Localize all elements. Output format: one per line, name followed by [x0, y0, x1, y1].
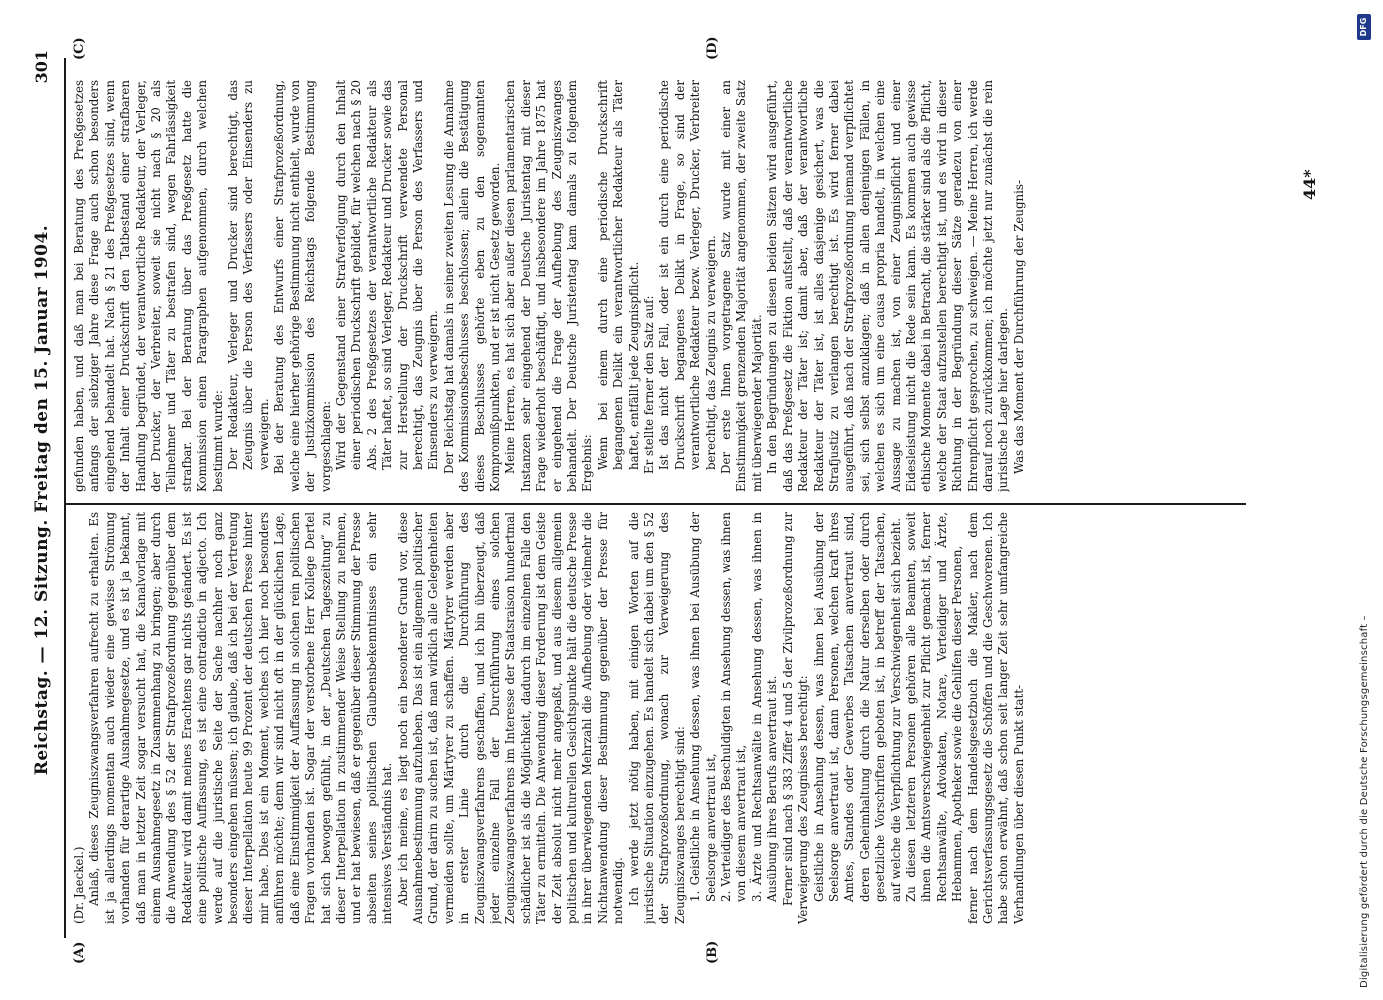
margin-marker-a: (A) [72, 941, 87, 964]
right-column-paragraph: Ist das nicht der Fall, oder ist ein durch eine periodische Druckschrift begangenes Delikt in Frage, so sind der verantwortliche Redakteur bezw. Verleger, Drucker, Verbreiter berechtigt, das Zeugnis zu verweigern. [657, 80, 718, 470]
left-column-paragraph: 1. Geistliche in Ansehung dessen, was ihnen bei Ausübung der Seelsorge anvertraut ist, [688, 512, 718, 902]
right-column-paragraph: Er stellte ferner den Satz auf: [642, 295, 657, 474]
margin-marker-c: (C) [72, 37, 87, 60]
left-column-paragraph: 2. Verteidiger des Beschuldigten in Ansehung dessen, was ihnen von diesem anvertraut ist, [719, 512, 749, 902]
right-column-paragraph: Bei der Beratung des Entwurfs einer Strafprozeßordnung, welche eine hierher gehörige Bestimmung nicht enthielt, wurde von der Justizkommission des Reichstags folgende Bestimmung vorgeschlagen: [272, 80, 333, 492]
right-column-paragraph: In den Begründungen zu diesen beiden Sätzen wird ausgeführt, daß das Preßgesetz die Fiktion aufstellt, daß der verantwortliche Redakteur der Täter ist; damit aber, daß der verantwortliche Redakteur der Täter ist, ist alles dasjenige gesichert, was die Strafjustiz zu verlangen berechtigt ist. Es wird ferner dabei ausgeführt, daß nach der Strafprozeßordnung niemand verpflichtet sei, sich selbst anzuklagen; daß in allen denjenigen Fällen, in welchen es sich um eine causa propria handelt, in welchen eine Aussage zu machen ist, von einer Zeugnispflicht und einer Eidesleistung nicht die Rede sein kann. Es kommen auch gewisse ethische Momente dabei in Betracht, die stärker sind als die Pflicht, welche der Staat aufzustellen berechtigt ist, und es wird in dieser Richtung in der Begründung dieser Sätze geradezu von einer Ehrenpflicht gesprochen, zu schweigen. — Meine Herren, ich werde darauf noch zurückkommen; ich möchte jetzt nur zunächst die rein juristische Lage hier darlegen. [765, 80, 1011, 492]
left-column-paragraph: 3. Ärzte und Rechtsanwälte in Ansehung dessen, was ihnen in Ausübung ihres Berufs anvertraut ist. [749, 512, 780, 902]
column-divider [66, 503, 1246, 505]
margin-marker-b: (B) [705, 940, 720, 964]
left-column-paragraph: Zu diesen letzteren Personen gehören alle Beamten, soweit ihnen die Amtsverschwiegenheit zur Pflicht gemacht ist, ferner Rechtsanwälte, Advokaten, Notare, Verteidiger und Ärzte, Hebammen, Apotheker sowie die Gehilfen dieser Personen, [903, 512, 965, 902]
right-column-paragraph: gefunden haben, und daß man bei Beratung des Preßgesetzes anfangs der siebziger Jahre diese Frage auch schon besonders eingehend behandelt hat. Nach § 21 des Preßgesetzes sind, wenn der Inhalt einer Druckschrift den Tatbestand einer strafbaren Handlung begründet, der verantwortliche Redakteur, der Verleger, der Drucker, der Verbreiter, soweit sie nicht nach § 20 als Teilnehmer und Täter zu bestrafen sind, wegen Fahrlässigkeit strafbar. Bei der Beratung über das Preßgesetz hatte die Kommission einen Paragraphen aufgenommen, durch welchen bestimmt wurde: [72, 80, 225, 492]
header-rule [64, 58, 66, 938]
right-column [72, 80, 1222, 492]
left-column-paragraph: Ich werde jetzt nötig haben, mit einigen Worten auf die juristische Situation einzugehen. Es handelt sich dabei um den § 52 der Strafprozeßordnung, wonach zur Verweigerung des Zeugniszwanges berechtigt sind: [626, 512, 687, 924]
right-column-paragraph: Was das Moment der Durchführung der Zeugnis- [1011, 180, 1026, 474]
signature-mark: 44* [1300, 169, 1319, 200]
dfg-logo [1357, 14, 1371, 40]
right-column-paragraph: Wird der Gegenstand einer Strafverfolgung durch den Inhalt einer periodischen Druckschrift gebildet, für welchen nach § 20 Abs. 2 des Preßgesetzes der verantwortliche Redakteur als Täter haftet, so sind Verleger, Redakteur und Drucker sowie das zur Herstellung der Druckschrift verwendete Personal berechtigt, das Zeugnis über die Person des Verfassers und Einsenders zu verweigern. [333, 80, 441, 470]
left-column-paragraph: ferner nach dem Handelsgesetzbuch die Makler, nach dem Gerichtsverfassungsgesetz die Schöffen und die Geschworenen. Ich habe schon erwähnt, daß schon seit langer Zeit sehr umfangreiche Verhandlungen über diesen Punkt statt- [965, 512, 1026, 924]
right-column-paragraph: Der Redakteur, Verleger und Drucker sind berechtigt, das Zeugnis über die Person des Verfassers oder Einsenders zu verweigern. [226, 80, 271, 470]
left-column [72, 512, 1222, 924]
left-column-paragraph: (Dr. Jaeckel.) [72, 846, 86, 924]
right-column-paragraph: Der erste Ihnen vorgetragene Satz wurde mit einer an Einstimmigkeit grenzenden Majorität angenommen, der zweite Satz mit überwiegender Majorität. [719, 80, 764, 492]
left-column-paragraph: Aber ich meine, es liegt noch ein besonderer Grund vor, diese Ausnahmebestimmung aufzuheben. Das ist ein allgemein politischer Grund, der darin zu suchen ist, daß man wirklich alle Gelegenheiten vermeiden sollte, um Märtyrer zu schaffen. Märtyrer werden aber in erster Linie durch die Durchführung des Zeugniszwangsverfahrens geschaffen, und ich bin überzeugt, daß jeder einzelne Fall der Durchführung eines solchen Zeugniszwangsverfahrens im Interesse der Staatsraison hundertmal schädlicher ist als die Möglichkeit, dadurch im einzelnen Falle den Täter zu ermitteln. Die Anwendung dieser Forderung ist dem Geiste der Zeit absolut nicht mehr angepaßt, und aus diesem allgemein politischen und kulturellen Gesichtspunkte hält die deutsche Presse in ihrer überwiegenden Mehrzahl die Aufhebung oder vielmehr die Nichtanwendung dieser Bestimmung gegenüber der Presse für notwendig. [395, 512, 626, 924]
footer [1355, 0, 1379, 1000]
right-column-paragraph: Meine Herren, es hat sich aber außer diesen parlamentarischen Instanzen sehr eingehend der Deutsche Juristentag mit dieser Frage wiederholt beschäftigt, und insbesondere im Jahre 1875 hat er eingehend die Frage der Aufhebung des Zeugniszwanges behandelt. Der Deutsche Juristentag kam damals zu folgendem Ergebnis: [503, 80, 595, 492]
margin-marker-d: (D) [705, 36, 720, 60]
page-number: 301 [32, 50, 51, 84]
left-column-paragraph: Anlaß, dieses Zeugniszwangsverfahren aufrecht zu erhalten. Es ist ja allerdings momentan auch wieder eine gewisse Strömung vorhanden für derartige Ausnahmegesetze, und es ist ja bekannt, daß man in letzter Zeit sogar versucht hat, die Kanalvorlage mit einem Ausnahmegesetz in Zusammenhang zu bringen; aber durch die Anwendung des § 52 der Strafprozeßordnung gegenüber dem Redakteur wird damit meines Erachtens gar nichts geändert. Es ist eine politische Auffassung, es ist eine contradictio in adjecto. Ich werde auf die juristische Seite der Sache nachher noch ganz besonders eingehen müssen; ich glaube, daß ich bei der Vertretung dieser Interpellation heute 99 Prozent der deutschen Presse hinter mir habe. Dies ist ein Moment, welches ich hier noch besonders anführen möchte; denn wir sind nicht oft in der glücklichen Lage, daß eine Einstimmigkeit der Auffassung in solchen rein politischen Fragen vorhanden ist. Sogar der verstorbene Herr Kollege Dertel hat sich bewogen gefühlt, in der „Deutschen Tageszeitung“ zu dieser Interpellation in zustimmender Weise Stellung zu nehmen, und er hat bewiesen, daß er gegenüber dieser Stimmung der Presse abseiten seines politischen Glaubensbekenntnisses ein sehr intensives Verständnis hat. [87, 512, 395, 924]
left-column-paragraph: Geistliche in Ansehung dessen, was ihnen bei Ausübung der Seelsorge anvertraut ist, dann Personen, welchen kraft ihres Amtes, Standes oder Gewerbes Tatsachen anvertraut sind, deren Geheimhaltung durch die Natur derselben oder durch gesetzliche Vorschriften geboten ist, in betreff der Tatsachen, auf welche die Verpflichtung zur Verschwiegenheit sich bezieht. [811, 512, 903, 902]
page-header [26, 50, 66, 930]
running-head: Reichstag. — 12. Sitzung. Freitag den 15. Januar 1904. [32, 224, 52, 776]
right-column-paragraph: Wenn bei einem durch eine periodische Druckschrift begangenen Delikt ein verantwortlicher Redakteur als Täter haftet, entfällt jede Zeugnispflicht. [595, 80, 641, 470]
dfg-logo-text: DFG [1359, 17, 1368, 37]
left-column-paragraph: Ferner sind nach § 383 Ziffer 4 und 5 der Zivilprozeßordnung zur Verweigerung des Zeugnisses berechtigt: [780, 512, 811, 924]
footer-text: Digitalisierung gefördert durch die Deutsche Forschungsgemeinschaft – [1359, 615, 1370, 988]
right-column-paragraph: Der Reichstag hat damals in seiner zweiten Lesung die Annahme des Kommissionsbeschlusses beschlossen; allein die Bestätigung dieses Beschlusses gehörte eben zu den sogenannten Kompromißpunkten, und er ist nicht Gesetz geworden. [441, 80, 502, 492]
